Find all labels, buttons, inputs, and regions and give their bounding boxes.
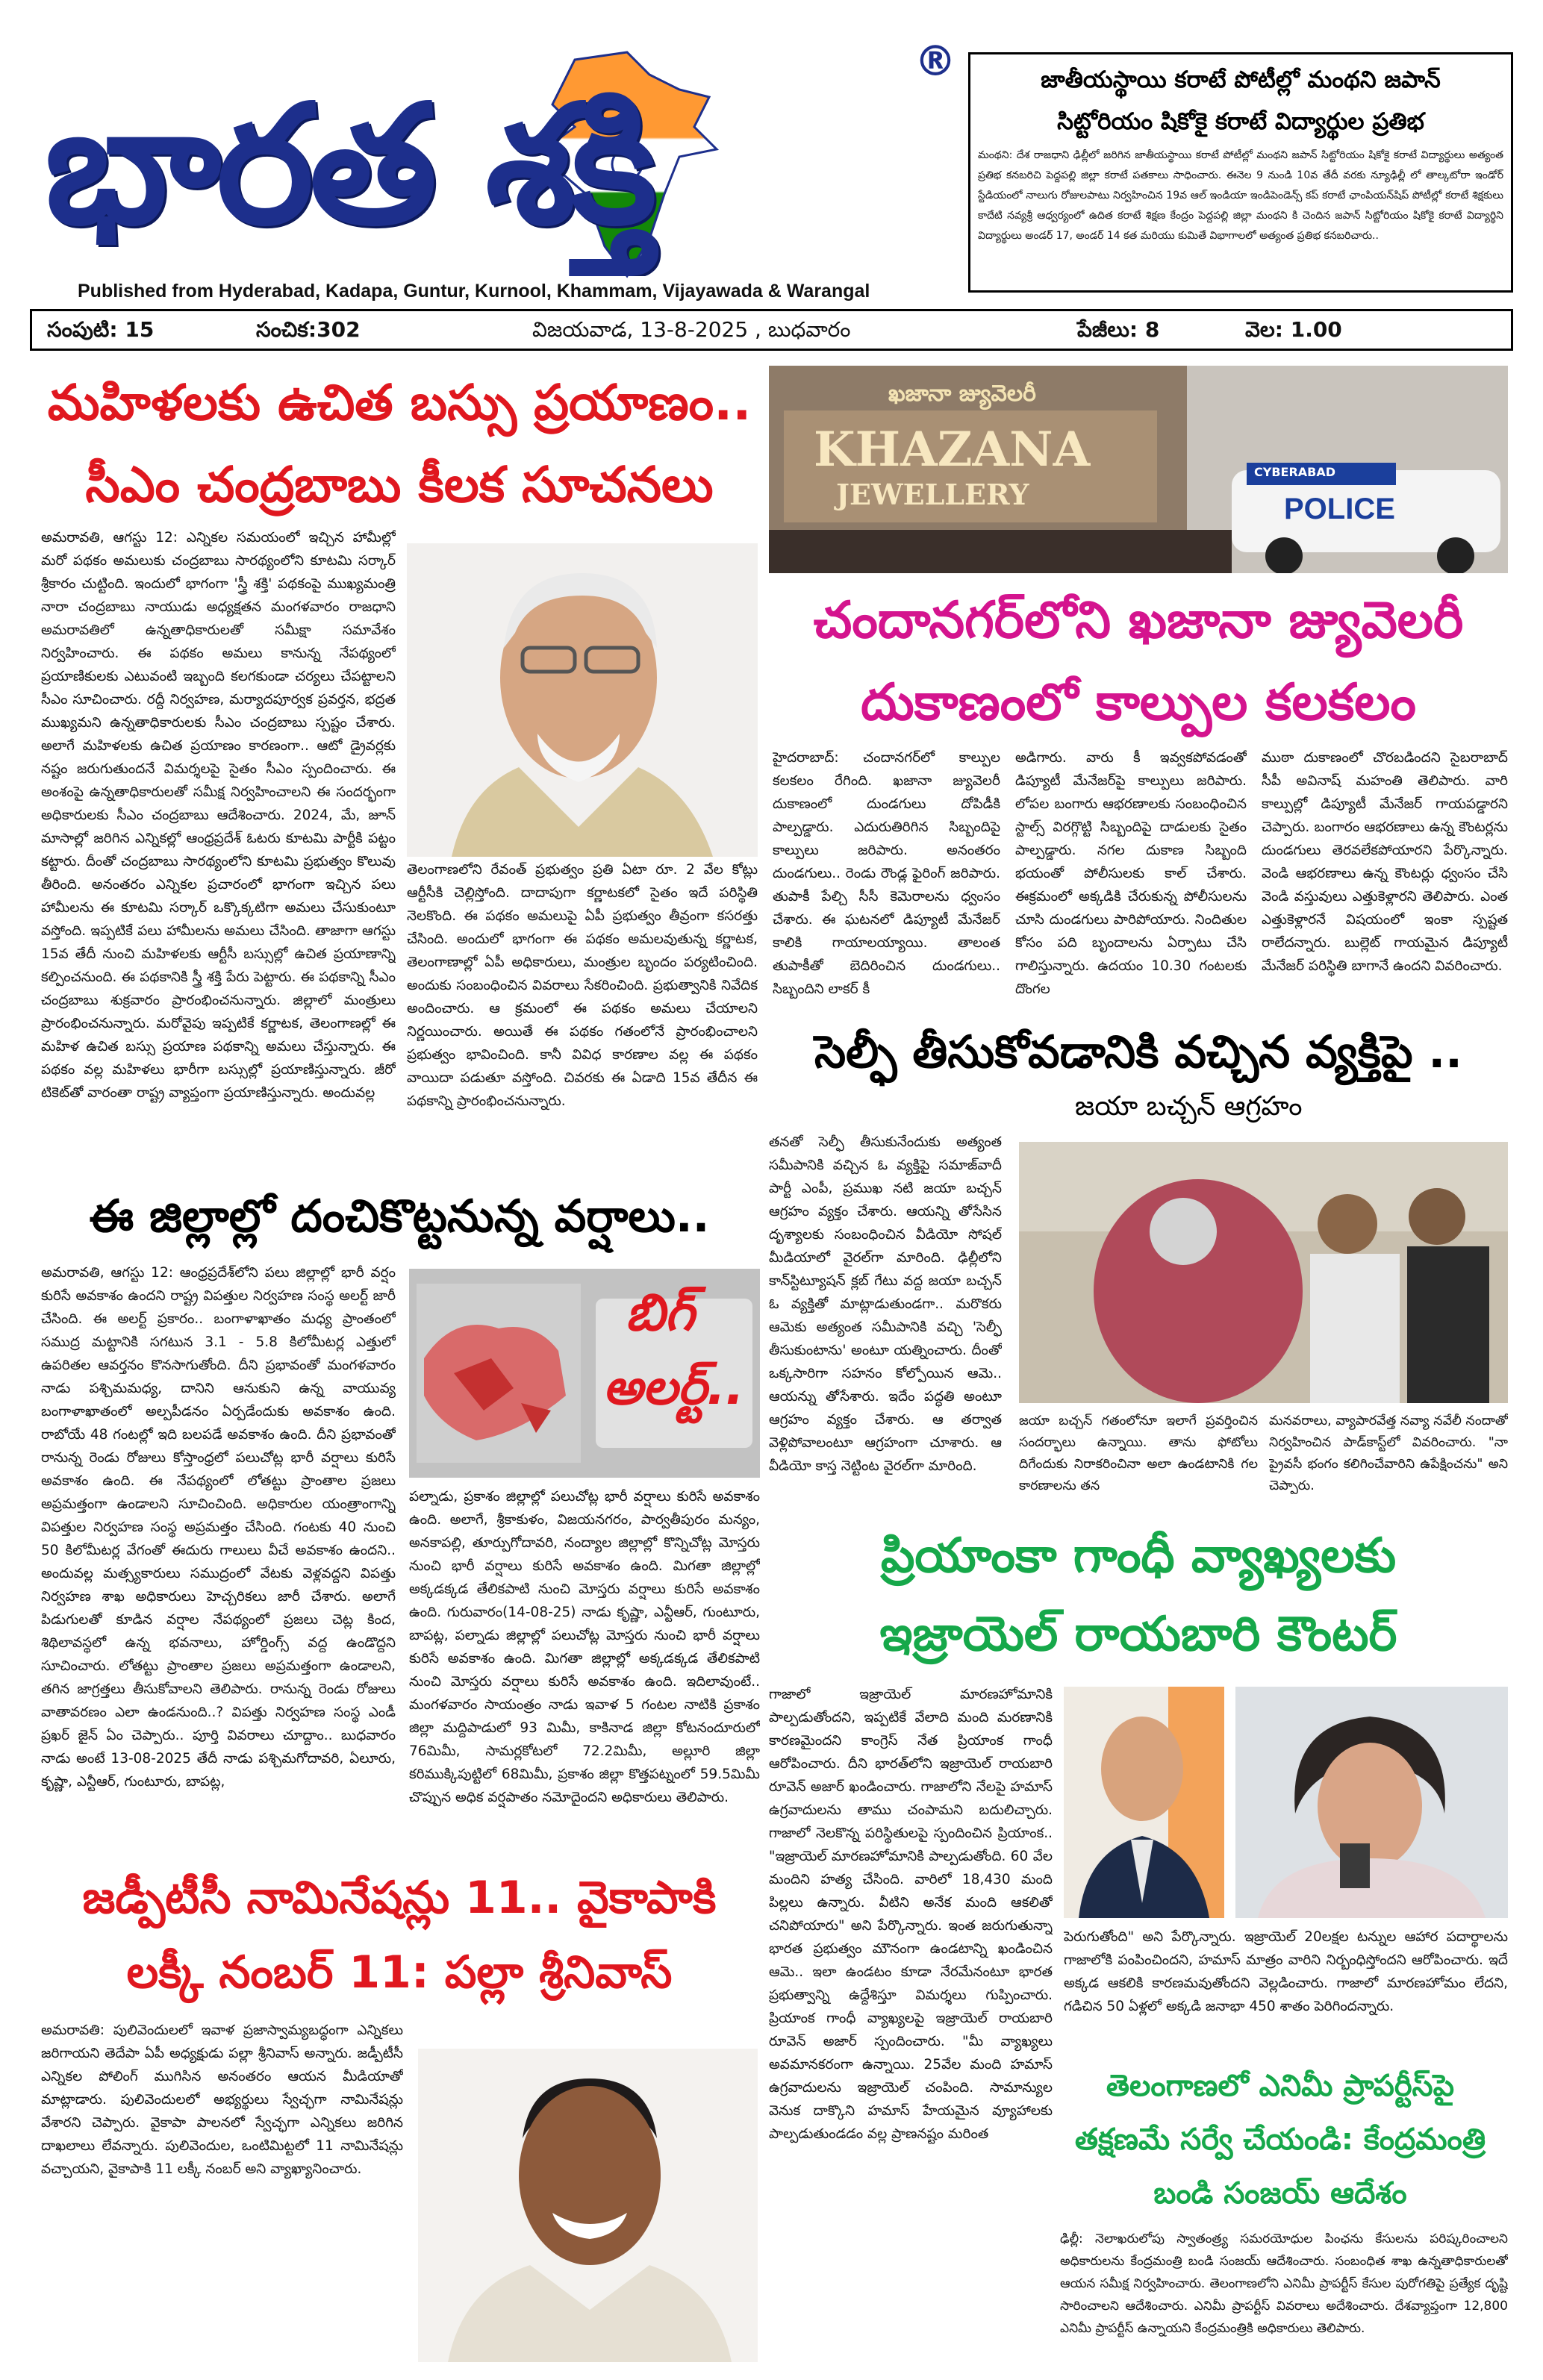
police-car-hood: CYBERABAD [1254, 465, 1336, 479]
enemy-headline-1: తెలంగాణలో ఎనిమీ ప్రాపర్టీస్‌పై [1106, 2069, 1455, 2103]
jewellery-sign-2: JEWELLERY [836, 478, 1029, 511]
jewellery-sign-1: KHAZANA [814, 422, 1091, 478]
zptc-headline-1: జడ్పీటీసీ నామినేషన్లు 11.. వైకాపాకి [82, 1872, 717, 1924]
jewellery-headline-1: చందానగర్‌లోని ఖజానా జ్యువెలరీ [813, 591, 1464, 650]
enemy-body: ఢిల్లీ: నెలాఖరులోపు స్వాతంత్ర్య సమరయోధుల పింఛను కేసులను పరిష్కరించాలని అధికారులను కేంద్రమంత్రి బండి సంజయ్ ఆదేశించారు. సంబంధిత శాఖ ఉన్నతాధికారులతో ఆయన సమీక్ష నిర్వహించారు. తెలంగాణలోని ఎనిమీ ప్రాపర్టీస్ కేసుల పురోగతిపై ప్రత్యేక దృష్టి సారించాలని ఆదేశించారు. ఎనిమీ ప్రాపర్టీస్ వివరాలు అదేశించారు. దేశవ్యాప్తంగా 12,800 ఎనిమీ ప్రాపర్టీస్ ఉన్నాయని కేంద్రమంత్రికి అధికారులు తెలిపారు. [1060, 2231, 1508, 2336]
priyanka-headline-2: ఇజ్రాయెల్ రాయబారి కౌంటర్ [879, 1607, 1397, 1662]
alert-text-1: బిగ్ [626, 1284, 695, 1343]
jaya-caption-left: జయా బచ్చన్ గతంలోనూ ఇలాగే ప్రవర్తించిన సందర్భాలు ఉన్నాయి. తాను ఫోటోలు దిగేందుకు నిరాకరించినా అలా ఉండటానికి గల కారణాలను తన [1019, 1414, 1258, 1493]
logo-text: భారత శక్తి [45, 67, 652, 260]
jewellery-photo [769, 366, 1508, 573]
rain-body-right: పల్నాడు, ప్రకాశం జిల్లాల్లో పలుచోట్ల భారీ వర్షాలు కురిసే అవకాశం ఉంది. అలాగే, శ్రీకాకుళం, విజయనగరం, పార్వతీపురం మన్యం, అనకాపల్లి, తూర్పుగోదావరి, నంద్యాల జిల్లాల్లో కొన్నిచోట్ల మోస్తరు నుంచి భారీ వర్షాలు కురిసే అవకాశం ఉంది. మిగతా జిల్లాల్లో అక్కడక్కడ తేలికపాటి నుంచి మోస్తరు వర్షాలు కురిసే అవకాశం ఉంది. గురువారం(14-08-25) నాడు కృష్ణా, ఎన్టీఆర్, గుంటూరు, బాపట్ల, పల్నాడు జిల్లాల్లో పలుచోట్ల మోస్తరు నుంచి భారీ వర్షాలు కురిసే అవకాశం ఉంది. మిగతా జిల్లాల్లో అక్కడక్కడ తేలికపాటి నుంచి మోస్తరు వర్షాలు కురిసే అవకాశం ఉంది. ఇదిలావుంటే.. మంగళవారం సాయంత్రం నాడు ఇవాళ 5 గంటల నాటికి ప్రకాశం జిల్లా మద్దిపాడులో 93 మిమీ, కాకినాడ జిల్లా కోటనందూరులో 76మిమీ, సామర్లకోటలో 72.2మిమీ, అల్లూరి జిల్లా కరిముక్కిపుట్టిలో 68మిమీ, ప్రకాశం జిల్లా కొత్తపట్నంలో 59.5మిమీ చొప్పున అధిక వర్షపాతం నమోదైందని అధికారులు తెలిపారు. [409, 1489, 760, 1805]
ambassador-photo [1064, 1687, 1224, 1918]
cm-photo [407, 543, 758, 857]
registered-mark: ® [914, 37, 956, 86]
jewellery-sign-telugu: ఖజానా జ్యువెలరీ [888, 381, 1036, 407]
priyanka-body-right: పెరుగుతోంది" అని పేర్కొన్నారు. ఇజ్రాయెల్ 20లక్షల టన్నుల ఆహార పదార్థాలను గాజాలోకి పంపించిందని, హమాస్ మాత్రం వారిని నిర్బంధిస్తోందని ఆరోపించారు. ఇదే అక్కడ ఆకలికి కారణమవుతోందని వెల్లడించారు. గాజాలో మారణహోమం లేదని, గడిచిన 50 ఏళ్లలో అక్కడి జనాభా 450 శాతం పెరిగిందన్నారు. [1064, 1929, 1508, 2014]
dateline-bar [30, 309, 1513, 351]
masthead [30, 37, 956, 302]
rain-headline: ఈ జిల్లాల్లో దంచికొట్టనున్న వర్షాలు.. [89, 1190, 710, 1243]
priyanka-body-left: గాజాలో ఇజ్రాయెల్ మారణహోమానికి పాల్పడుతోందని, ఇప్పటికే వేలాది మంది మరణానికి కారణమైందని కాంగ్రెస్ నేత ప్రియాంక గాంధీ ఆరోపించారు. దీని భారత్‌లోని ఇజ్రాయెల్ రాయబారి రూవెన్ అజార్ ఖండించారు. గాజాలోని నేలపై హమాస్ ఉగ్రవాదులను తాము చంపామని బదులిచ్చారు. గాజాలో నెలకొన్న పరిస్థితులపై స్పందించిన ప్రియాంక.. "ఇజ్రాయెల్ మారణహోమానికి పాల్పడుతోంది. 60 వేల మందిని హత్య చేసింది. వారిలో 18,430 మంది పిల్లలు ఉన్నారు. వీటిని అనేక మంది ఆకలితో చనిపోయారు" అని పేర్కొన్నారు. ఇంత జరుగుతున్నా భారత ప్రభుత్వం మౌనంగా ఉండటాన్ని ఖండించిన ఆమె.. ఇలా ఉండటం కూడా నేరమేనంటూ భారత ప్రభుత్వాన్ని ఉద్దేశిస్తూ విమర్శలు గుప్పించారు. ప్రియాంక గాంధీ వ్యాఖ్యలపై ఇజ్రాయెల్ రాయబారి రూవెన్ అజార్ స్పందించారు. "మీ వ్యాఖ్యలు అవమానకరంగా ఉన్నాయి. 25వేల మంది హమాస్ ఉగ్రవాదులను ఇజ్రాయెల్ చంపింది. సామాన్యుల వెనుక దాక్కొని హమాస్ హేయమైన వ్యూహాలకు పాల్పడుతుండడం వల్ల ప్రాణనష్టం మరింత [769, 1687, 1053, 2142]
zptc-headline-2: లక్కీ నంబర్ 11: పల్లా శ్రీనివాస్ [126, 1946, 673, 1999]
bus-body-right: తెలంగాణలోని రేవంత్ ప్రభుత్వం ప్రతి ఏటా రూ. 2 వేల కోట్లు ఆర్టీసీకి చెల్లిస్తోంది. దాదాపుగా కర్ణాటకలో సైతం ఇదే పరిస్థితి నెలకొంది. ఈ పథకం అమలుపై ఏపీ ప్రభుత్వం తీవ్రంగా కసరత్తు చేసింది. అందులో భాగంగా ఈ పథకం అమలవుతున్న కర్ణాటక, తెలంగాణాల్లో ఏపీ అధికారులు, మంత్రుల బృందం పర్యటించింది. అందుకు సంబంధించిన వివరాలు సేకరించింది. ప్రభుత్వానికి నివేదిక అందించారు. ఆ క్రమంలో ఈ పథకం అమలు చేయాలని నిర్ణయించారు. అయితే ఈ పథకం గతంలోనే ప్రారంభించాలని ప్రభుత్వం భావించింది. కానీ వివిధ కారణాల వల్ల ఈ పథకం వాయిదా పడుతూ వస్తోంది. చివరకు ఈ ఏడాది 15వ తేదీన ఈ పథకాన్ని ప్రారంభించనున్నారు. [407, 862, 758, 1109]
rain-body-left: అమరావతి, ఆగస్టు 12: ఆంధ్రప్రదేశ్‌లోని పలు జిల్లాల్లో భారీ వర్షం కురిసే అవకాశం ఉందని రాష్ట్ర విపత్తుల నిర్వహణ సంస్థ అలర్ట్ జారీ చేసింది. ఈ అలర్ట్ ప్రకారం.. బంగాళాఖాతం మధ్య ప్రాంతంలో సముద్ర మట్టానికి సగటున 3.1 - 5.8 కిలోమీటర్ల ఎత్తులో ఉపరితల ఆవర్తనం కొనసాగుతోంది. దీని ప్రభావంతో మంగళవారం నాడు పశ్చిమమధ్య, దానిని ఆనుకుని ఉన్న వాయువ్య బంగాళాఖాతంలో అల్పపీడనం ఏర్పడేందుకు అవకాశం ఉంది. రాబోయే 48 గంటల్లో ఇది బలపడే అవకాశం ఉంది. దీని ప్రభావంతో రానున్న రెండు రోజులు కోస్తాంధ్రలో పలుచోట్ల భారీ వర్షాలు కురిసే అవకాశం ఉంది. ఈ నేపథ్యంలో లోతట్టు ప్రాంతాల ప్రజలు అప్రమత్తంగా ఉండాలని సూచించింది. అధికారుల యంత్రాంగాన్ని విపత్తుల నిర్వహణ సంస్థ అప్రమత్తం చేసింది. గంటకు 40 నుంచి 50 కిలోమీటర్ల వేగంతో ఈదురు గాలులు వీచే అవకాశం ఉందని.. అందువల్ల మత్స్యకారులు సముద్రంలో వేటకు వెళ్లవద్దని విపత్తు నిర్వహణ శాఖ అధికారులు హెచ్చరికలు జారీ చేశారు. అలాగే పిడుగులతో కూడిన వర్షాల నేపథ్యంలో ప్రజలు చెట్ల కింద, శిథిలావస్థలో ఉన్న భవనాలు, హోర్డింగ్స్ వద్ద ఉండొద్దని సూచించారు. లోతట్టు ప్రాంతాల ప్రజలు అప్రమత్తంగా ఉండాలని, తగిన జాగ్రత్తలు తీసుకోవాలని తెలిపారు. రానున్న రెండు రోజులు వాతావరణం ఎలా ఉండనుంది..? విపత్తు నిర్వహణ సంస్థ ఎండీ ప్రఖర్ జైన్ ఏం చెప్పారు.. పూర్తి వివరాలు చూద్దాం.. బుధవారం నాడు అంటే 13-08-2025 తేదీ నాడు పశ్చిమగోదావరి, ఏలూరు, కృష్ణా, ఎన్టీఆర్, గుంటూరు, బాపట్ల, [41, 1265, 396, 1790]
bus-headline-2: సీఎం చంద్రబాబు కీలక సూచనలు [85, 456, 714, 513]
jewellery-col-2: అడిగారు. వారు కీ ఇవ్వకపోవడంతో డిప్యూటీ మేనేజర్‌పై కాల్పులు జరిపారు. లోపల బంగారు ఆభరణాలకు సంబంధించిన స్టాల్స్ విరగ్గొట్టి సిబ్బందిపై దాడులకు సైతం పాల్పడ్డారు. నగల దుకాణ సిబ్బంది భయంతో పోలీసులకు కాల్ చేశారు. ఈక్రమంలో అక్కడికి చేరుకున్న పోలీసులను చూసి దుండగులు పారిపోయారు. నిందితుల కోసం పది బృందాలను ఏర్పాటు చేసి గాలిస్తున్నారు. ఉదయం 10.30 గంటలకు దొంగల [1015, 750, 1247, 997]
top-story-body: మంథని: దేశ రాజధాని ఢిల్లీలో జరిగిన జాతీయస్థాయి కరాటే పోటీల్లో మంథని జపాన్ సిట్టోరియం షికోకై కరాటే విద్యార్థులు అత్యంత ప్రతిభ కనబరిచి పెద్దపల్లి జిల్లా కరాటే పతకాలు సాధించారు. ఈనెల 9 నుండి 10వ తేదీ వరకు న్యూఢిల్లీ లో తాల్కటోరా ఇండోర్ స్టేడియంలో నాలుగు రోజులపాటు నిర్వహించిన 19వ ఆల్ ఇండియా ఇండిపెండెన్స్ కప్ కరాటే ఛాంపియన్‌షిప్ పోటీల్లో కరాటే శిక్షకులు కాదేటి నవ్యశ్రీ ఆధ్వర్యంలో ఉదిత కరాటే శిక్షణ కేంద్రం పెద్దపల్లి జిల్లా మంథని కి చెందిన జపాన్ సిట్టోరియం షికోకై కరాటే విద్యార్థిని విద్యార్థులు అండర్ 17, అండర్ 14 కత మరియు కుమితే విభాగాలలో అత్యంత ప్రతిభ కనబరిచారు.. [978, 149, 1503, 242]
zptc-body: అమరావతి: పులివెందులలో ఇవాళ ప్రజాస్వామ్యబద్ధంగా ఎన్నికలు జరిగాయని తెదేపా ఏపీ అధ్యక్షుడు పల్లా శ్రీనివాస్ అన్నారు. జడ్పీటీసీ ఎన్నికల పోలింగ్ ముగిసిన అనంతరం ఆయన మీడియాతో మాట్లాడారు. పులివెందులలో అభ్యర్థులు స్వేచ్ఛగా నామినేషన్లు వేశారని చెప్పారు. వైకాపా పాలనలో స్వేచ్ఛగా ఎన్నికలు జరిగిన దాఖలాలు లేవన్నారు. పులివెందుల, ఒంటిమిట్టలో 11 నామినేషన్లు వచ్చాయని, వైకాపాకి 11 లక్కీ నంబర్ అని వ్యాఖ్యానించారు. [41, 2023, 403, 2177]
police-car-label: POLICE [1284, 493, 1395, 525]
alert-text-2: అలర్ట్.. [603, 1358, 744, 1416]
page-count: పేజీలు: 8 [1077, 317, 1160, 342]
jewellery-col-3: ముఠా దుకాణంలో చొరబడిందని సైబరాబాద్ సీపీ అవినాష్ మహంతి తెలిపారు. వారి కాల్పుల్లో డిప్యూటీ మేనేజర్ గాయపడ్డారని చెప్పారు. బంగారం ఆభరణాలు ఉన్న కౌంటర్లను దుండగులు తెరవలేకపోయారని పేర్కొన్నారు. వెండి ఆభరణాలు ఉన్న కౌంటర్లు ధ్వంసం చేసి వెండి వస్తువులు ఎత్తుకెళ్లారని తెలిపారు. ఎంత ఎత్తుకెళ్లారనే విషయంలో ఇంకా స్పష్టత రాలేదన్నారు. బుల్లెట్ గాయమైన డిప్యూటీ మేనేజర్ పరిస్థితి బాగానే ఉందని వివరించారు. [1262, 750, 1508, 974]
jaya-body: తనతో సెల్ఫీ తీసుకునేందుకు అత్యంత సమీపానికి వచ్చిన ఓ వ్యక్తిపై సమాజ్‌వాదీ పార్టీ ఎంపీ, ప్రముఖ నటి జయా బచ్చన్ ఆగ్రహం వ్యక్తం చేశారు. ఆయన్ని తోసేసిన దృశ్యాలకు సంబంధించిన వీడియో సోషల్ మీడియాలో వైరల్‌గా మారింది. ఢిల్లీలోని కాన్‌స్టిట్యూషన్ క్లబ్ గేటు వద్ద జయా బచ్చన్ ఓ వ్యక్తితో మాట్లాడుతుండగా.. మరొకరు ఆమెకు అత్యంత సమీపానికి వచ్చి 'సెల్ఫీ తీసుకుంటాను' అంటూ యత్నించారు. దీంతో ఒక్కసారిగా సహనం కోల్పోయిన ఆమె.. ఆయన్ను తోసేశారు. ఇదేం పద్ధతి అంటూ ఆగ్రహం వ్యక్తం చేశారు. ఆ తర్వాత వెళ్లిపోవాలంటూ ఆగ్రహంగా చూశారు. ఆ వీడియో కాస్త నెట్టింట వైరల్‌గా మారింది. [769, 1134, 1002, 1474]
published-from: Published from Hyderabad, Kadapa, Guntur, Kurnool, Khammam, Vijayawada & Warangal [78, 281, 870, 302]
enemy-headline-2: తక్షణమే సర్వే చేయండి: కేంద్రమంత్రి [1074, 2123, 1486, 2157]
priyanka-headline-1: ప్రియాంకా గాంధీ వ్యాఖ్యలకు [880, 1528, 1397, 1584]
enemy-headline-3: బండి సంజయ్ ఆదేశం [1153, 2176, 1407, 2211]
palla-photo [418, 2049, 758, 2362]
jewellery-headline-2: దుకాణంలో కాల్పుల కలకలం [861, 673, 1416, 732]
rain-alert-graphic [409, 1269, 760, 1478]
top-story-headline-1: జాతీయస్థాయి కరాటే పోటీల్లో మంథని జపాన్ [1041, 66, 1441, 93]
top-story-box [968, 52, 1513, 293]
bus-body-left: అమరావతి, ఆగస్టు 12: ఎన్నికల సమయంలో ఇచ్చిన హామీల్లో మరో పథకం అమలుకు చంద్రబాబు సారథ్యంలోని కూటమి సర్కార్ శ్రీకారం చుట్టింది. ఇందులో భాగంగా 'స్త్రీ శక్తి' పథకంపై ముఖ్యమంత్రి నారా చంద్రబాబు నాయుడు అధ్యక్షతన మంగళవారం రాజధాని అమరావతిలో ఉన్నతాధికారులతో సమీక్షా సమావేశం నిర్వహించారు. ఈ పథకం అమలు కానున్న నేపథ్యంలో ప్రయాణికులకు ఎటువంటి ఇబ్బంది కలగకుండా చర్యలు చేపట్టాలని సీఎం సూచించారు. రద్దీ నిర్వహణ, మర్యాదపూర్వక ప్రవర్తన, భద్రత ముఖ్యమని ఉన్నతాధికారులకు సీఎం చంద్రబాబు స్పష్టం చేశారు. అలాగే మహిళలకు ఉచిత ప్రయాణం కారణంగా.. ఆటో డ్రైవర్లకు నష్టం జరుగుతుందనే విమర్శలపై సైతం సీఎం స్పందించారు. ఈ అంశంపై ఉన్నతాధికారులతో సమీక్ష నిర్వహించాలని ఈ సందర్భంగా అధికారులకు సీఎం చంద్రబాబు ఆదేశించారు. 2024, మే, జూన్ మాసాల్లో జరిగిన ఎన్నికల్లో ఆంధ్రప్రదేశ్ ఓటరు కూటమి పార్టీకి పట్టం కట్టారు. దీంతో చంద్రబాబు సారథ్యంలోని కూటమి ప్రభుత్వం కొలువు తీరింది. అనంతరం ఎన్నికల ప్రచారంలో భాగంగా ఇచ్చిన పలు హామీలను ఈ కూటమి సర్కార్ ఒక్కొక్కటిగా అమలు చేసుకుంటూ వస్తోంది. ఇప్పటికే పలు హామీలను అమలు చేసింది. తాజాగా ఆగస్టు 15వ తేదీ నుంచి మహిళలకు ఆర్టీసీ బస్సుల్లో ఉచిత ప్రయాణాన్ని కల్పించనుంది. ఈ పథకానికి స్త్రీ శక్తి పేరు పెట్టారు. ఈ పథకాన్ని సీఎం చంద్రబాబు శుక్రవారం ప్రారంభించనున్నారు. జిల్లాలో మంత్రులు ప్రారంభించనున్నారు. మరోవైపు ఇప్పటికే కర్ణాటక, తెలంగాణల్లో ఈ మహిళ ఉచిత బస్సు ప్రయాణ పథకాన్ని అమలు చేస్తున్నారు. ఈ పథకం వల్ల మహిళలు భారీగా బస్సుల్లో ప్రయాణిస్తున్నారు. జీరో టికెట్‌తో వారంతా రాష్ట్ర వ్యాప్తంగా ప్రయాణిస్తున్నారు. అందువల్ల [41, 530, 396, 1101]
volume: సంపుటి: 15 [47, 317, 155, 342]
top-story-headline-2: సిట్టోరియం షికోకై కరాటే విద్యార్థుల ప్రతిభ [1057, 108, 1424, 135]
issue: సంచిక:302 [256, 317, 361, 342]
jaya-caption-right: మనవరాలు, వ్యాపారవేత్త నవ్యా నవేలీ నందాతో నిర్వహించిన పాడ్‌కాస్ట్‌లో వివరించారు. "నా ప్రైవసీ భంగం కలిగించేవారిని ఉపేక్షించను" అని చెప్పారు. [1269, 1414, 1508, 1493]
jaya-photo [1019, 1142, 1508, 1403]
jaya-headline: సెల్ఫీ తీసుకోవడానికి వచ్చిన వ్యక్తిపై .. [814, 1026, 1462, 1078]
jewellery-col-1: హైదరాబాద్: చందానగర్‌లో కాల్పుల కలకలం రేగింది. ఖజానా జ్యువెలరీ దుకాణంలో దుండగులు దోపిడీకి పాల్పడ్డారు. ఎదురుతిరిగిన సిబ్బందిపై కాల్పులు జరిపారు. అనంతరం దుండగులు.. రెండు రౌండ్ల ఫైరింగ్ జరిపారు. తుపాకీ పేల్చి సీసీ కెమెరాలను ధ్వంసం చేశారు. ఈ ఘటనలో డిప్యూటీ మేనేజర్ కాలికి గాయాలయ్యాయి. తాలంత తుపాకీతో బెదిరించిన దుండగులు.. సిబ్బందిని లాకర్ కీ [773, 750, 1000, 997]
bus-headline-1: మహిళలకు ఉచిత బస్సు ప్రయాణం.. [47, 374, 752, 431]
jaya-subhead: జయా బచ్చన్ ఆగ్రహం [1075, 1091, 1303, 1122]
price: వెల: 1.00 [1245, 317, 1342, 342]
priyanka-photo [1235, 1687, 1508, 1918]
dateline-date: విజయవాడ, 13-8-2025 , బుధవారం [532, 317, 851, 342]
